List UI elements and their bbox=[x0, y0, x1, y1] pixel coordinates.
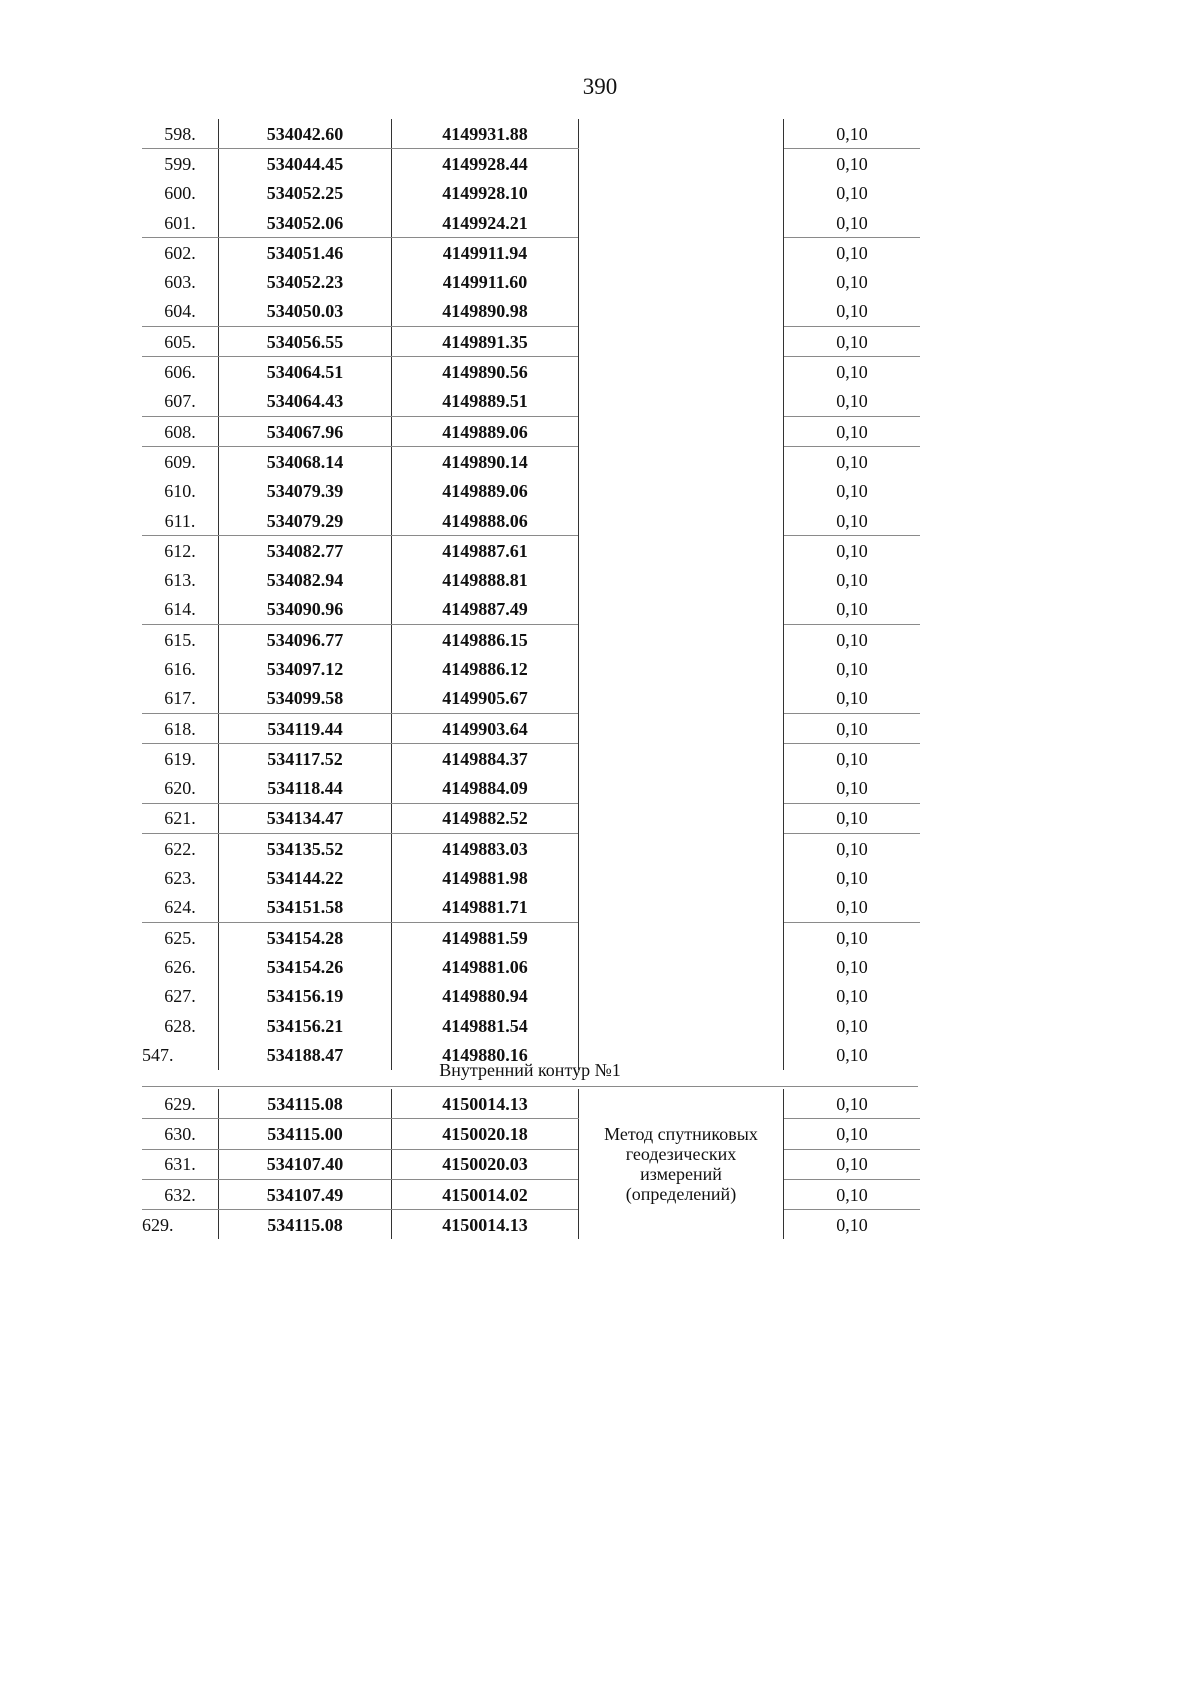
y-coordinate: 4150014.02 bbox=[392, 1179, 579, 1209]
point-number: 624. bbox=[142, 893, 219, 923]
x-coordinate: 534154.28 bbox=[219, 923, 392, 953]
method-cell bbox=[579, 1089, 784, 1239]
y-coordinate: 4149887.49 bbox=[392, 595, 579, 625]
table-row bbox=[142, 238, 920, 268]
x-coordinate: 534052.25 bbox=[219, 179, 392, 208]
x-coordinate: 534052.23 bbox=[219, 267, 392, 296]
y-coordinate: 4149881.98 bbox=[392, 863, 579, 892]
x-coordinate: 534135.52 bbox=[219, 834, 392, 864]
point-number: 613. bbox=[164, 570, 196, 591]
y-coordinate: 4150020.18 bbox=[392, 1119, 579, 1149]
x-coordinate: 534099.58 bbox=[219, 684, 392, 714]
accuracy-value: 0,10 bbox=[836, 1015, 868, 1036]
point-number: 630. bbox=[142, 1119, 219, 1149]
table-row bbox=[142, 625, 920, 655]
accuracy-value: 0,10 bbox=[836, 451, 868, 472]
method-text: Метод спутниковых bbox=[604, 1124, 758, 1145]
x-coordinate: 534096.77 bbox=[219, 625, 392, 655]
point-number: 600. bbox=[164, 183, 196, 204]
accuracy-value: 0,10 bbox=[836, 658, 868, 679]
y-coordinate: 4149884.09 bbox=[392, 774, 579, 804]
y-coordinate: 4149881.06 bbox=[392, 952, 579, 981]
page-number: 390 bbox=[582, 74, 618, 99]
accuracy-value: 0,10 bbox=[784, 803, 921, 833]
y-coordinate: 4149928.10 bbox=[392, 179, 579, 208]
x-coordinate: 534119.44 bbox=[219, 713, 392, 743]
y-coordinate: 4149880.16 bbox=[392, 1040, 579, 1069]
table-row bbox=[142, 1210, 920, 1240]
accuracy-value: 0,10 bbox=[836, 153, 868, 174]
x-coordinate: 534154.26 bbox=[219, 952, 392, 981]
table-row bbox=[142, 863, 920, 892]
y-coordinate: 4149881.71 bbox=[392, 893, 579, 923]
accuracy-value: 0,10 bbox=[784, 684, 921, 714]
point-number: 614. bbox=[142, 595, 219, 625]
accuracy-value: 0,10 bbox=[784, 1179, 921, 1209]
table-row bbox=[142, 327, 920, 357]
accuracy-value: 0,10 bbox=[784, 506, 921, 536]
y-coordinate: 4149903.64 bbox=[392, 713, 579, 743]
table-row bbox=[142, 536, 920, 566]
y-coordinate: 4149931.88 bbox=[392, 119, 579, 149]
x-coordinate: 534097.12 bbox=[219, 654, 392, 683]
accuracy-value: 0,10 bbox=[836, 956, 868, 977]
point-number: 601. bbox=[142, 208, 219, 238]
x-coordinate: 534118.44 bbox=[219, 774, 392, 804]
y-coordinate: 4149888.06 bbox=[392, 506, 579, 536]
accuracy-value: 0,10 bbox=[836, 629, 868, 650]
point-number: 617. bbox=[142, 684, 219, 714]
point-number: 599. bbox=[164, 153, 196, 174]
point-number: 547. bbox=[142, 1044, 174, 1065]
method-cell bbox=[579, 119, 784, 1070]
y-coordinate: 4149890.98 bbox=[392, 297, 579, 327]
x-coordinate: 534144.22 bbox=[219, 863, 392, 892]
table-row bbox=[142, 684, 920, 714]
table-row bbox=[142, 713, 920, 743]
inner-contour-table bbox=[142, 1089, 920, 1239]
x-coordinate: 534156.21 bbox=[219, 1011, 392, 1040]
point-number: 618. bbox=[142, 713, 219, 743]
y-coordinate: 4150014.13 bbox=[392, 1089, 579, 1119]
accuracy-value: 0,10 bbox=[836, 748, 868, 769]
table-row bbox=[142, 477, 920, 506]
point-number: 602. bbox=[164, 242, 196, 263]
accuracy-value: 0,10 bbox=[836, 183, 868, 204]
point-number: 606. bbox=[164, 362, 196, 383]
point-number: 616. bbox=[164, 658, 196, 679]
section-divider bbox=[142, 1086, 918, 1087]
x-coordinate: 534090.96 bbox=[219, 595, 392, 625]
accuracy-value: 0,10 bbox=[836, 570, 868, 591]
point-number: 620. bbox=[142, 774, 219, 804]
point-number: 621. bbox=[142, 803, 219, 833]
point-number: 598. bbox=[142, 119, 219, 149]
accuracy-value: 0,10 bbox=[784, 1149, 921, 1179]
accuracy-value: 0,10 bbox=[836, 1214, 868, 1235]
point-number: 622. bbox=[164, 838, 196, 859]
accuracy-value: 0,10 bbox=[836, 927, 868, 948]
table-row bbox=[142, 416, 920, 446]
table-row bbox=[142, 506, 920, 536]
point-number: 629. bbox=[142, 1214, 174, 1235]
table-row bbox=[142, 893, 920, 923]
x-coordinate: 534082.77 bbox=[219, 536, 392, 566]
point-number: 612. bbox=[164, 540, 196, 561]
y-coordinate: 4149891.35 bbox=[392, 327, 579, 357]
table-row bbox=[142, 119, 920, 149]
table-row bbox=[142, 774, 920, 804]
y-coordinate: 4149889.06 bbox=[392, 416, 579, 446]
method-text: геодезических bbox=[625, 1144, 737, 1165]
x-coordinate: 534134.47 bbox=[219, 803, 392, 833]
y-coordinate: 4149890.14 bbox=[392, 447, 579, 477]
accuracy-value: 0,10 bbox=[784, 119, 921, 149]
accuracy-value: 0,10 bbox=[836, 481, 868, 502]
point-number: 627. bbox=[164, 986, 196, 1007]
table-row bbox=[142, 387, 920, 417]
x-coordinate: 534188.47 bbox=[219, 1040, 392, 1069]
accuracy-value: 0,10 bbox=[784, 327, 921, 357]
table-row bbox=[142, 803, 920, 833]
point-number: 603. bbox=[164, 272, 196, 293]
x-coordinate: 534079.39 bbox=[219, 477, 392, 506]
y-coordinate: 4149888.81 bbox=[392, 565, 579, 594]
method-text: (определений) bbox=[625, 1184, 737, 1205]
point-number: 623. bbox=[164, 868, 196, 889]
point-number: 607. bbox=[142, 387, 219, 417]
accuracy-value: 0,10 bbox=[836, 362, 868, 383]
accuracy-value: 0,10 bbox=[784, 1089, 921, 1119]
point-number: 609. bbox=[164, 451, 196, 472]
x-coordinate: 534056.55 bbox=[219, 327, 392, 357]
accuracy-value: 0,10 bbox=[836, 868, 868, 889]
table-row bbox=[142, 357, 920, 387]
point-number: 628. bbox=[164, 1015, 196, 1036]
table-row bbox=[142, 595, 920, 625]
point-number: 629. bbox=[142, 1089, 219, 1119]
accuracy-value: 0,10 bbox=[784, 595, 921, 625]
y-coordinate: 4149886.15 bbox=[392, 625, 579, 655]
x-coordinate: 534151.58 bbox=[219, 893, 392, 923]
y-coordinate: 4150020.03 bbox=[392, 1149, 579, 1179]
point-number: 625. bbox=[164, 927, 196, 948]
y-coordinate: 4149911.94 bbox=[392, 238, 579, 268]
table-row bbox=[142, 565, 920, 594]
table-row bbox=[142, 267, 920, 296]
x-coordinate: 534067.96 bbox=[219, 416, 392, 446]
table-row bbox=[142, 1149, 920, 1179]
x-coordinate: 534082.94 bbox=[219, 565, 392, 594]
y-coordinate: 4149884.37 bbox=[392, 744, 579, 774]
x-coordinate: 534079.29 bbox=[219, 506, 392, 536]
table-row bbox=[142, 1089, 920, 1119]
accuracy-value: 0,10 bbox=[836, 838, 868, 859]
y-coordinate: 4149887.61 bbox=[392, 536, 579, 566]
accuracy-value: 0,10 bbox=[784, 297, 921, 327]
y-coordinate: 4149911.60 bbox=[392, 267, 579, 296]
accuracy-value: 0,10 bbox=[784, 416, 921, 446]
y-coordinate: 4149889.06 bbox=[392, 477, 579, 506]
point-number: 610. bbox=[164, 481, 196, 502]
x-coordinate: 534068.14 bbox=[219, 447, 392, 477]
table-row bbox=[142, 1119, 920, 1149]
x-coordinate: 534051.46 bbox=[219, 238, 392, 268]
y-coordinate: 4149890.56 bbox=[392, 357, 579, 387]
table-row bbox=[142, 447, 920, 477]
y-coordinate: 4149882.52 bbox=[392, 803, 579, 833]
accuracy-value: 0,10 bbox=[836, 1044, 868, 1065]
x-coordinate: 534156.19 bbox=[219, 982, 392, 1011]
x-coordinate: 534117.52 bbox=[219, 744, 392, 774]
table-row bbox=[142, 149, 920, 179]
table-row bbox=[142, 834, 920, 864]
x-coordinate: 534052.06 bbox=[219, 208, 392, 238]
x-coordinate: 534115.08 bbox=[219, 1089, 392, 1119]
table-row bbox=[142, 208, 920, 238]
table-row bbox=[142, 1011, 920, 1040]
point-number: 611. bbox=[142, 506, 219, 536]
point-number: 619. bbox=[164, 748, 196, 769]
table-row bbox=[142, 1179, 920, 1209]
accuracy-value: 0,10 bbox=[784, 774, 921, 804]
accuracy-value: 0,10 bbox=[836, 540, 868, 561]
accuracy-value: 0,10 bbox=[784, 713, 921, 743]
table-row bbox=[142, 297, 920, 327]
y-coordinate: 4149889.51 bbox=[392, 387, 579, 417]
accuracy-value: 0,10 bbox=[836, 986, 868, 1007]
y-coordinate: 4150014.13 bbox=[392, 1210, 579, 1240]
x-coordinate: 534050.03 bbox=[219, 297, 392, 327]
y-coordinate: 4149905.67 bbox=[392, 684, 579, 714]
point-number: 605. bbox=[142, 327, 219, 357]
accuracy-value: 0,10 bbox=[784, 893, 921, 923]
accuracy-value: 0,10 bbox=[784, 208, 921, 238]
y-coordinate: 4149881.54 bbox=[392, 1011, 579, 1040]
method-text: измерений bbox=[640, 1164, 722, 1185]
y-coordinate: 4149880.94 bbox=[392, 982, 579, 1011]
accuracy-value: 0,10 bbox=[836, 242, 868, 263]
point-number: 626. bbox=[164, 956, 196, 977]
point-number: 608. bbox=[142, 416, 219, 446]
y-coordinate: 4149883.03 bbox=[392, 834, 579, 864]
point-number: 615. bbox=[164, 629, 196, 650]
y-coordinate: 4149881.59 bbox=[392, 923, 579, 953]
accuracy-value: 0,10 bbox=[784, 1119, 921, 1149]
x-coordinate: 534107.49 bbox=[219, 1179, 392, 1209]
x-coordinate: 534107.40 bbox=[219, 1149, 392, 1179]
table-row bbox=[142, 952, 920, 981]
x-coordinate: 534115.00 bbox=[219, 1119, 392, 1149]
x-coordinate: 534115.08 bbox=[219, 1210, 392, 1240]
table-row bbox=[142, 179, 920, 208]
y-coordinate: 4149928.44 bbox=[392, 149, 579, 179]
table-row bbox=[142, 923, 920, 953]
y-coordinate: 4149924.21 bbox=[392, 208, 579, 238]
section-title: Внутренний контур №1 bbox=[439, 1060, 621, 1080]
accuracy-value: 0,10 bbox=[784, 387, 921, 417]
y-coordinate: 4149886.12 bbox=[392, 654, 579, 683]
x-coordinate: 534042.60 bbox=[219, 119, 392, 149]
accuracy-value: 0,10 bbox=[836, 272, 868, 293]
x-coordinate: 534064.43 bbox=[219, 387, 392, 417]
x-coordinate: 534044.45 bbox=[219, 149, 392, 179]
table-row bbox=[142, 982, 920, 1011]
point-number: 631. bbox=[142, 1149, 219, 1179]
x-coordinate: 534064.51 bbox=[219, 357, 392, 387]
point-number: 632. bbox=[142, 1179, 219, 1209]
point-number: 604. bbox=[142, 297, 219, 327]
table-row bbox=[142, 744, 920, 774]
coordinates-table bbox=[142, 119, 920, 1070]
table-row bbox=[142, 654, 920, 683]
